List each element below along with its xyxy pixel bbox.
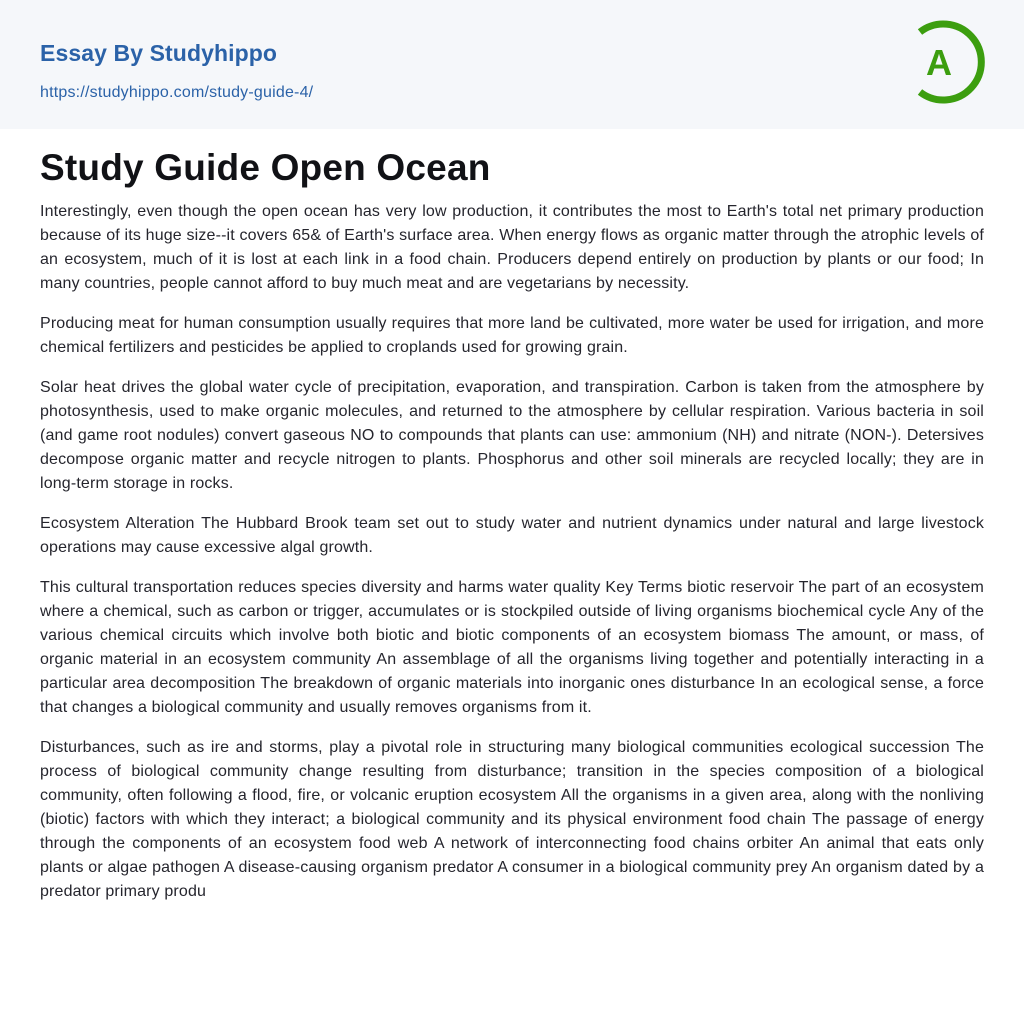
article-paragraph: Disturbances, such as ire and storms, play a pivotal role in structuring many biological communities ecological succession The process of biological community change resulting from disturbance; transition in the species composition of a biological community, often following a flood, fire, or volcanic eruption ecosystem All the organisms in a given area, along with the nonliving (biotic) factors with which they interact; a biological community and its physical environment food chain The passage of energy through the components of an ecosystem food web A network of interconnecting food chains orbiter An animal that eats only plants or algae pathogen A disease-causing organism predator A consumer in a biological community prey An organism dated by a predator primary produ <box>40 739 984 900</box>
page-title: Study Guide Open Ocean <box>40 147 491 188</box>
essay-source-title: Essay By Studyhippo <box>40 40 278 66</box>
article-paragraph: Ecosystem Alteration The Hubbard Brook team set out to study water and nutrient dynamics under natural and large livestock operations may cause excessive algal growth. <box>40 515 984 556</box>
article-paragraph: Interestingly, even though the open ocean has very low production, it contributes the most to Earth's total net primary production because of its huge size--it covers 65& of Earth's surface area. When energy flows as organic matter through the atrophic levels of an ecosystem, much of it is lost at each link in a food chain. Producers depend entirely on production by plants or our food; In many countries, people cannot afford to buy much meat and are vegetarians by necessity. <box>40 203 984 292</box>
article-paragraph: Solar heat drives the global water cycle of precipitation, evaporation, and transpiration. Carbon is taken from the atmosphere by photosynthesis, used to make organic molecules, and returned to the atmosphere by cellular respiration. Various bacteria in soil (and game root nodules) convert gaseous NO to compounds that plants can use: ammonium (NH) and nitrate (NON-). Detersives decompose organic matter and recycle nitrogen to plants. Phosphorus and other soil minerals are recycled locally; they are in long-term storage in rocks. <box>40 379 984 492</box>
article-paragraph: This cultural transportation reduces species diversity and harms water quality Key Terms biotic reservoir The part of an ecosystem where a chemical, such as carbon or trigger, accumulates or is stockpiled outside of living organisms biochemical cycle Any of the various chemical circuits which involve both biotic and biotic components of an ecosystem biomass The amount, or mass, of organic material in an ecosystem community An assemblage of all the organisms living together and potentially interacting in a particular area decomposition The breakdown of organic materials into inorganic ones disturbance In an ecological sense, a force that changes a biological community and usually removes organisms from it. <box>40 579 984 716</box>
logo-letter: A <box>926 42 952 83</box>
studyhippo-logo-icon[interactable] <box>912 18 988 106</box>
essay-url-link[interactable]: https://studyhippo.com/study-guide-4/ <box>40 84 314 101</box>
article-body <box>40 200 984 920</box>
article-paragraph: Producing meat for human consumption usually requires that more land be cultivated, more water be used for irrigation, and more chemical fertilizers and pesticides be applied to croplands used for growing grain. <box>40 315 984 356</box>
